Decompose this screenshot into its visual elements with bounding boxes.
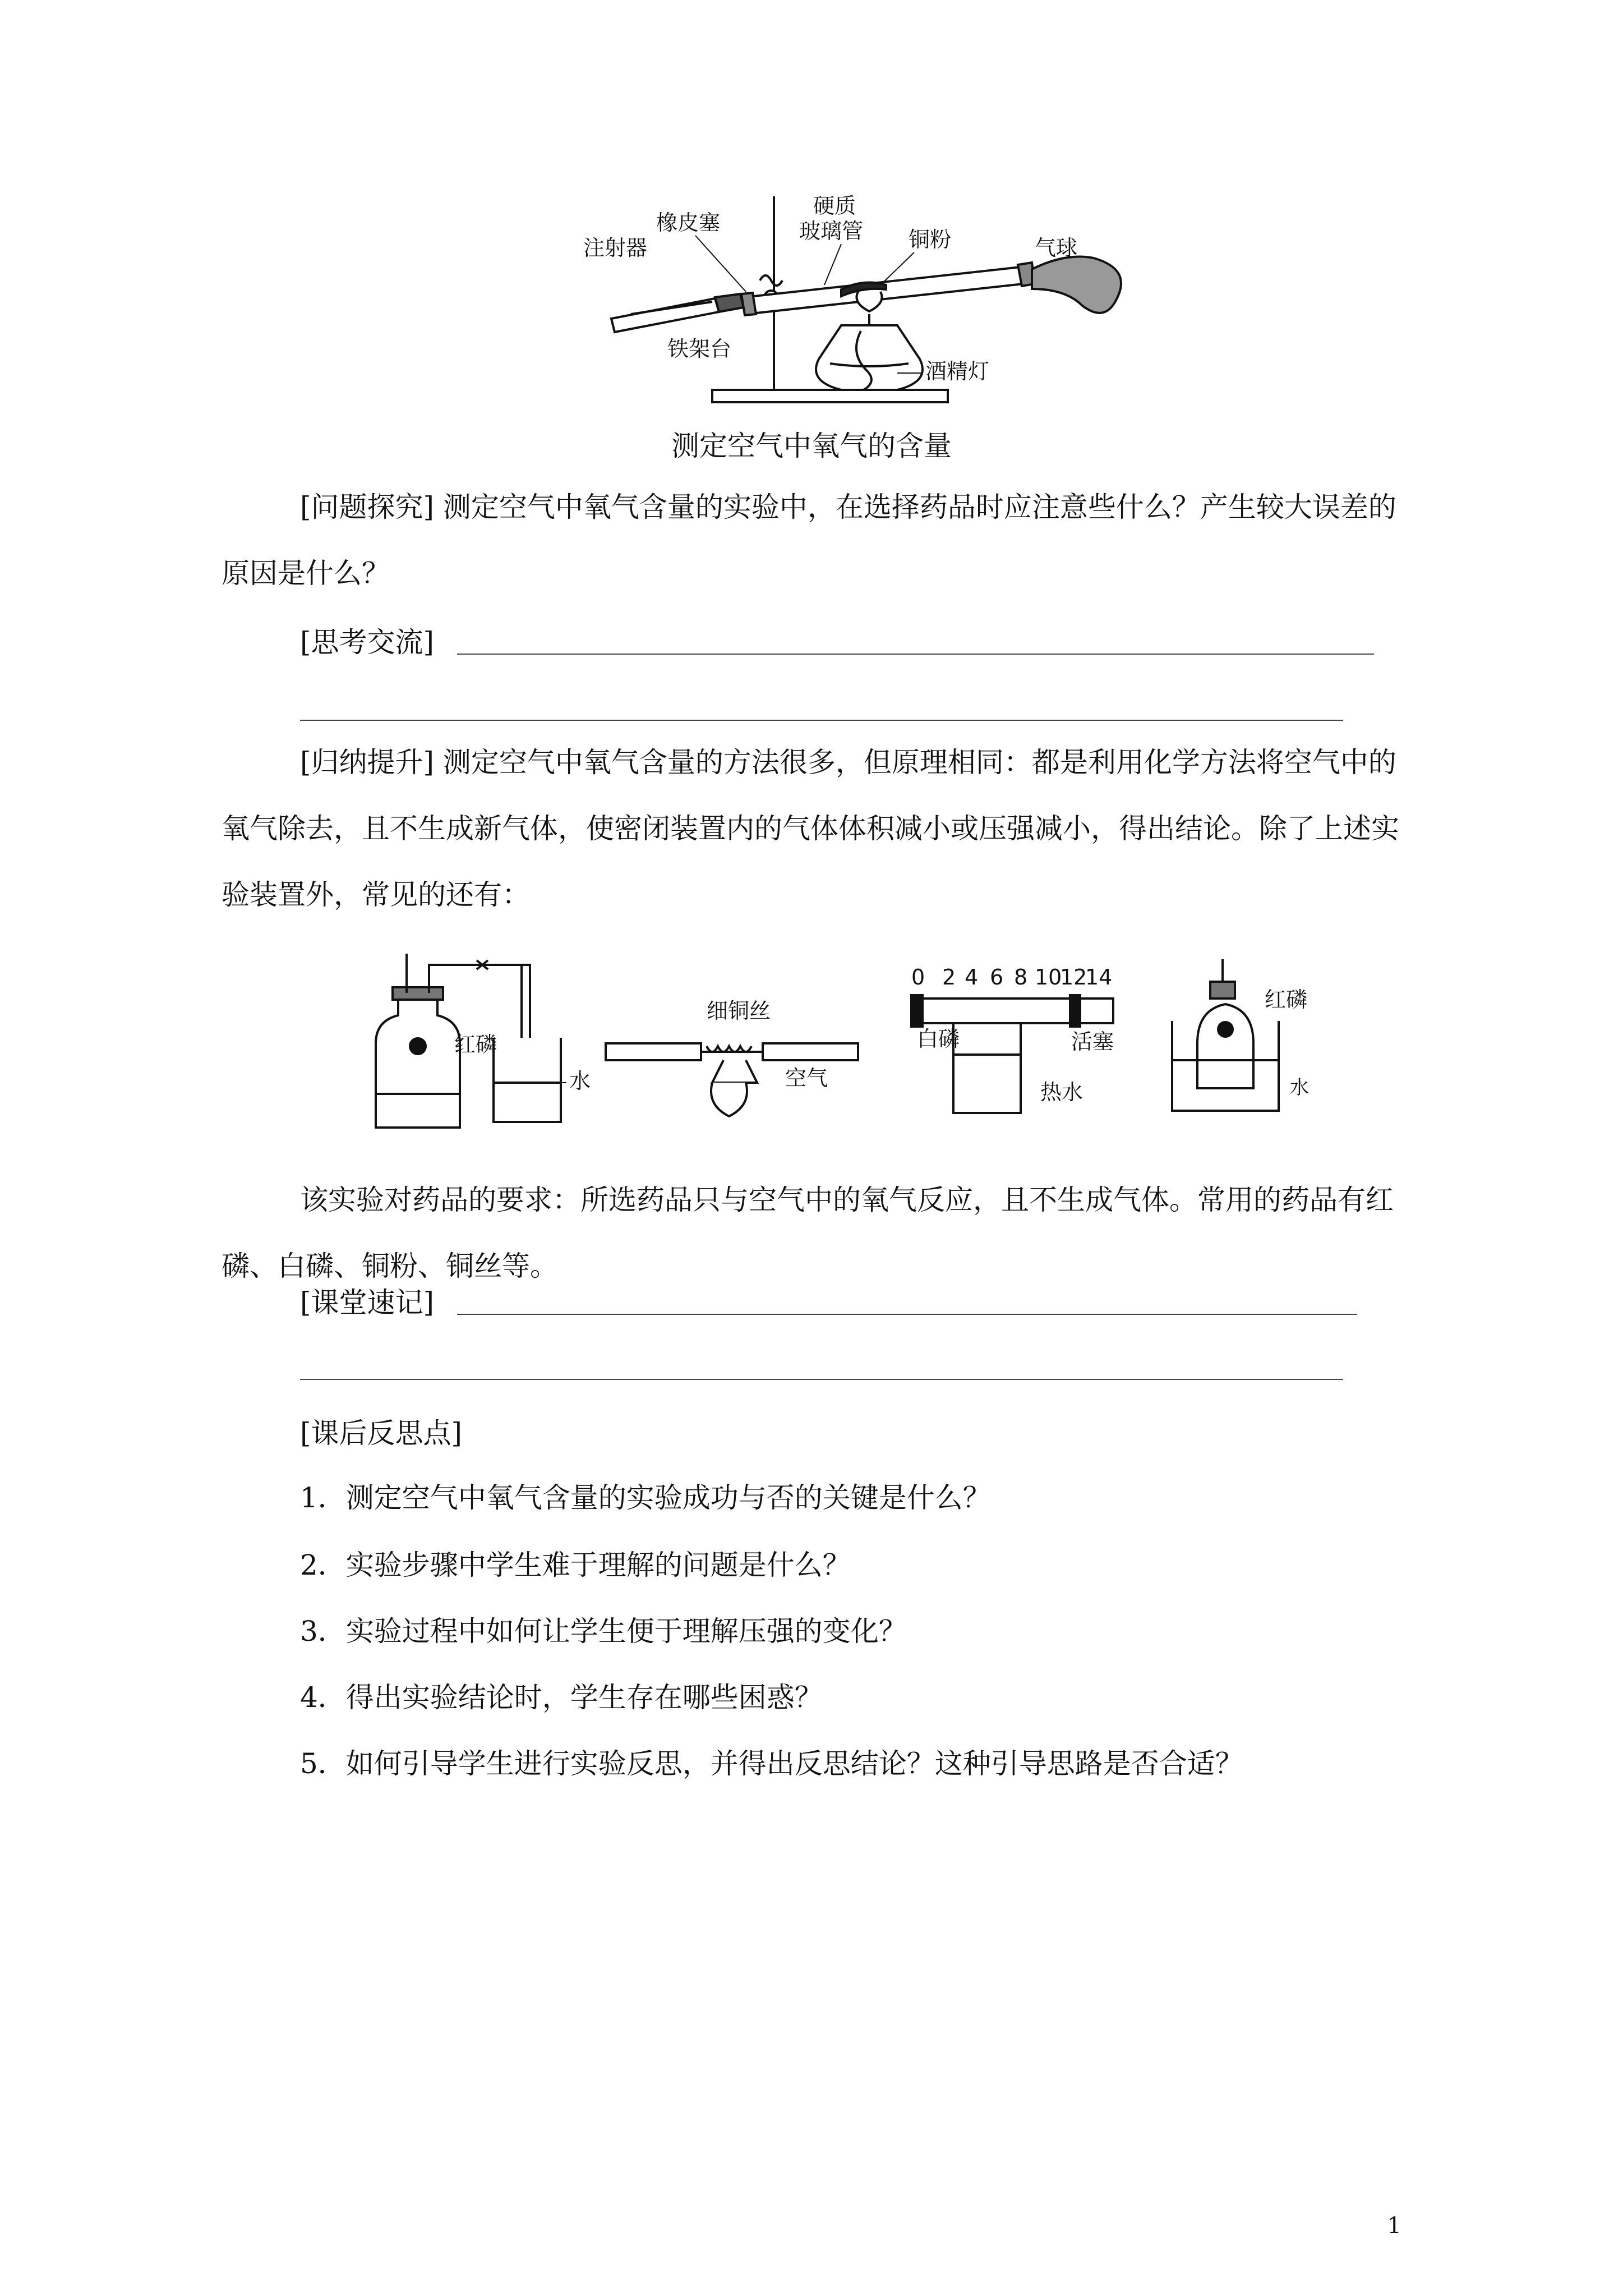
reflection-item-2: 2．实验步骤中学生难于理解的问题是什么？ bbox=[300, 1549, 851, 1581]
reflection-item-1: 1．测定空气中氧气含量的实验成功与否的关键是什么？ bbox=[300, 1481, 991, 1514]
answer-line-2[interactable] bbox=[300, 720, 1343, 721]
label-piston: 活塞 bbox=[1071, 1029, 1114, 1054]
label-thin-copper-wire: 细铜丝 bbox=[707, 999, 771, 1023]
scale-tick-4: 4 bbox=[965, 965, 979, 990]
scale-tick-12: 12 bbox=[1060, 965, 1087, 990]
label-water-2: 水 bbox=[1290, 1076, 1309, 1099]
scale-tick-8: 8 bbox=[1014, 965, 1028, 990]
main-apparatus-figure bbox=[578, 185, 1138, 421]
label-stopper: 橡皮塞 bbox=[656, 210, 721, 235]
label-air: 空气 bbox=[785, 1066, 828, 1091]
label-hot-water: 热水 bbox=[1040, 1080, 1083, 1105]
notes-label: [课堂速记] bbox=[300, 1286, 435, 1319]
think-label: [思考交流] bbox=[300, 626, 435, 659]
label-water: 水 bbox=[569, 1069, 591, 1093]
label-balloon: 气球 bbox=[1035, 236, 1078, 260]
reflection-title: [课后反思点] bbox=[300, 1417, 463, 1450]
summary-paragraph: [归纳提升] 测定空气中氧气含量的方法很多，但原理相同：都是利用化学方法将空气中的氧气除去，且不生成新气体，使密闭装置内的气体体积减小或压强减小，得出结论。除了上述实验装置外，常见的还有： bbox=[222, 746, 1399, 911]
label-iron-stand: 铁架台 bbox=[667, 337, 732, 361]
label-red-phosphorus: 红磷 bbox=[454, 1032, 497, 1057]
scale-tick-10: 10 bbox=[1035, 965, 1062, 990]
apparatus-row-figure bbox=[359, 948, 1309, 1133]
notes-line-1[interactable] bbox=[457, 1314, 1357, 1315]
scale-tick-14: 14 bbox=[1085, 965, 1113, 990]
page-number: 1 bbox=[1387, 2213, 1401, 2239]
scale-tick-6: 6 bbox=[990, 965, 1004, 990]
label-alcohol-lamp: 酒精灯 bbox=[925, 359, 990, 384]
label-tube-line2: 玻璃管 bbox=[799, 219, 864, 243]
label-syringe: 注射器 bbox=[583, 236, 648, 260]
label-copper-powder: 铜粉 bbox=[909, 227, 952, 252]
requirement-paragraph: 该实验对药品的要求：所选药品只与空气中的氧气反应，且不生成气体。常用的药品有红磷、白磷、铜粉、铜丝等。 bbox=[222, 1184, 1394, 1282]
figure-caption: 测定空气中氧气的含量 bbox=[671, 430, 952, 462]
reflection-item-4: 4．得出实验结论时，学生存在哪些困惑？ bbox=[300, 1681, 823, 1714]
question-paragraph: [问题探究] 测定空气中氧气含量的实验中，在选择药品时应注意些什么？产生较大误差的原因是什么？ bbox=[222, 491, 1396, 590]
answer-line-1[interactable] bbox=[457, 654, 1374, 655]
scale-tick-2: 2 bbox=[942, 965, 956, 990]
label-red-phosphorus-2: 红磷 bbox=[1265, 987, 1308, 1012]
scale-tick-0: 0 bbox=[911, 965, 925, 990]
notes-line-2[interactable] bbox=[300, 1379, 1343, 1380]
reflection-item-5: 5．如何引导学生进行实验反思，并得出反思结论？这种引导思路是否合适？ bbox=[300, 1747, 1243, 1780]
label-white-phosphorus: 白磷 bbox=[917, 1027, 960, 1051]
reflection-item-3: 3．实验过程中如何让学生便于理解压强的变化？ bbox=[300, 1615, 907, 1648]
label-tube-line1: 硬质 bbox=[813, 194, 856, 218]
